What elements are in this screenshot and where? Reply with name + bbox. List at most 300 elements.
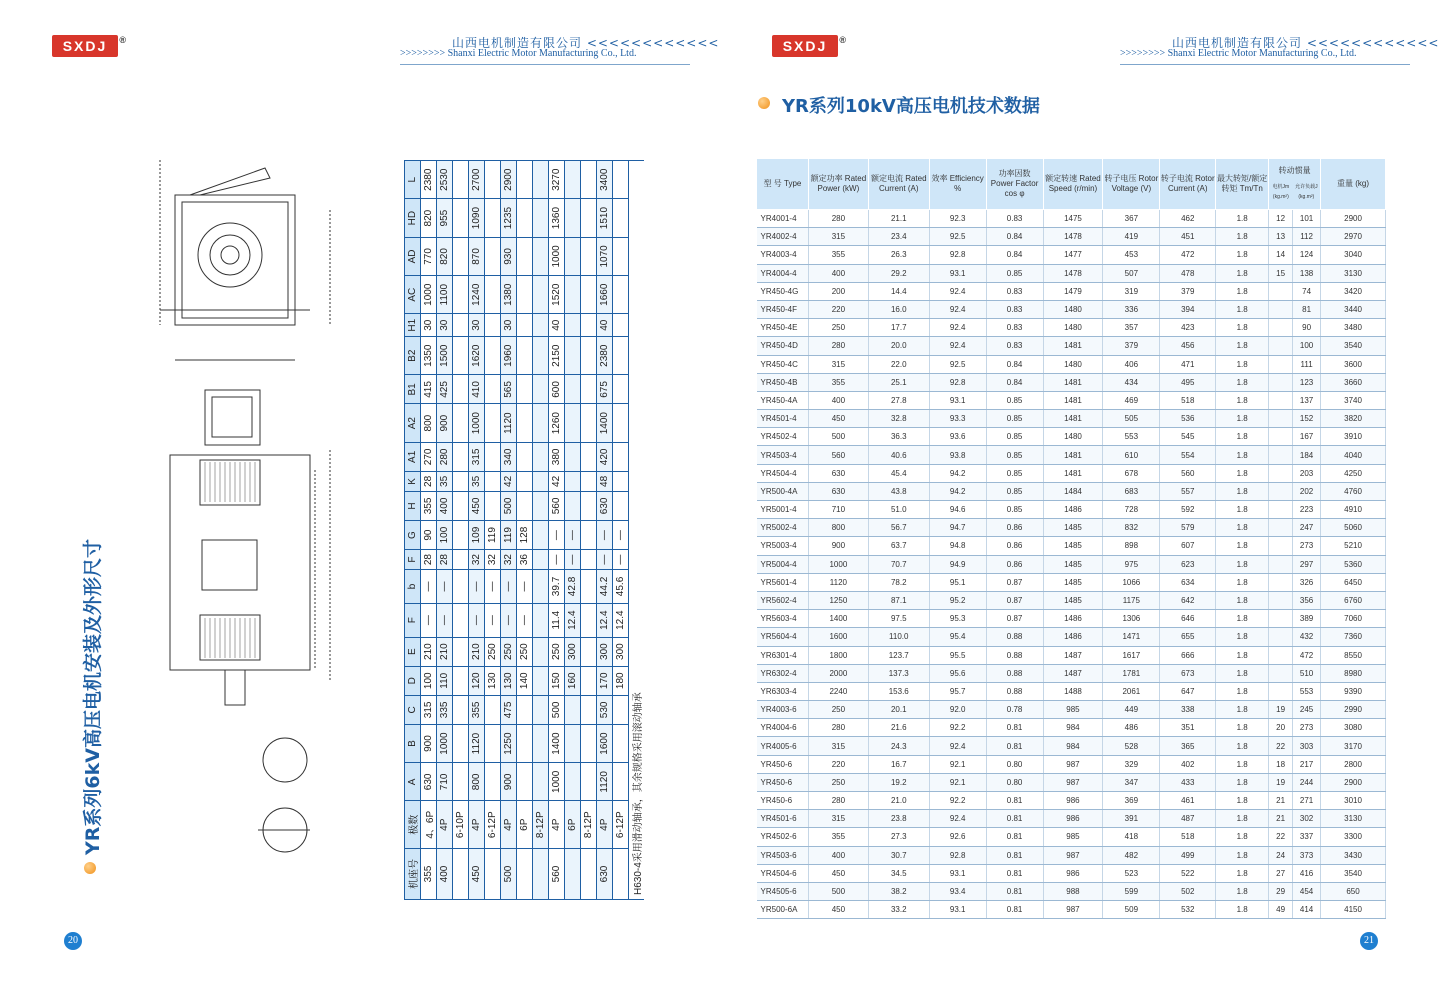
- table-cell: 1250: [808, 591, 868, 609]
- table-cell: [565, 724, 581, 762]
- table-row: [757, 755, 1386, 773]
- table-cell: 1120: [808, 573, 868, 591]
- table-cell: YR450-4E: [757, 319, 809, 337]
- table-row: [757, 555, 1386, 573]
- table-row: [581, 161, 597, 900]
- table-cell: 1100: [437, 276, 453, 314]
- table-cell: 92.4: [929, 337, 986, 355]
- table-cell: 505: [1103, 410, 1160, 428]
- table-row: [757, 428, 1386, 446]
- table-cell: 379: [1103, 337, 1160, 355]
- table-row: [597, 161, 613, 900]
- table-cell: 4P: [501, 801, 517, 848]
- table-cell: [1269, 482, 1293, 500]
- table-cell: 530: [597, 695, 613, 724]
- table-cell: [613, 404, 629, 442]
- table-cell: 271: [1293, 792, 1321, 810]
- table-cell: 600: [549, 375, 565, 404]
- table-cell: [533, 570, 549, 604]
- table-cell: 1400: [549, 724, 565, 762]
- table-cell: 1000: [437, 724, 453, 762]
- table-cell: 1000: [808, 555, 868, 573]
- table-cell: [453, 848, 469, 899]
- table-cell: 167: [1293, 428, 1321, 446]
- col-header-torque: 最大转矩/额定转矩 Tm/Tn: [1216, 159, 1269, 210]
- table-cell: [533, 550, 549, 570]
- table-cell: 280: [808, 719, 868, 737]
- table-cell: 280: [808, 337, 868, 355]
- right-page: [720, 0, 1440, 984]
- table-cell: 0.85: [986, 428, 1043, 446]
- table-cell: 1350: [421, 337, 437, 375]
- col-header: D: [405, 666, 421, 695]
- table-cell: 678: [1103, 464, 1160, 482]
- table-cell: 0.85: [986, 464, 1043, 482]
- table-cell: 1380: [501, 276, 517, 314]
- table-row: [613, 161, 629, 900]
- table-row: [757, 719, 1386, 737]
- table-cell: 0.83: [986, 210, 1043, 228]
- company-logo: SXDJ ®: [772, 35, 838, 57]
- table-cell: 28: [437, 550, 453, 570]
- table-cell: 675: [597, 375, 613, 404]
- table-cell: 92.5: [929, 355, 986, 373]
- table-cell: [533, 491, 549, 520]
- table-cell: 0.80: [986, 755, 1043, 773]
- company-name-cn: 山西电机制造有限公司 <<<<<<<<<<<<: [1172, 36, 1440, 50]
- table-cell: 1.8: [1216, 846, 1269, 864]
- title-bullet-icon: [758, 97, 770, 109]
- table-cell: 42: [549, 471, 565, 491]
- table-row: [533, 161, 549, 900]
- table-cell: [1269, 555, 1293, 573]
- table-cell: 13: [1269, 228, 1293, 246]
- table-cell: 95.5: [929, 646, 986, 664]
- table-cell: 1484: [1043, 482, 1103, 500]
- table-cell: [565, 161, 581, 199]
- table-cell: 337: [1293, 828, 1321, 846]
- table-cell: 553: [1293, 682, 1321, 700]
- table-cell: [533, 637, 549, 666]
- table-cell: [581, 404, 597, 442]
- table-cell: 420: [597, 442, 613, 471]
- table-cell: 419: [1103, 228, 1160, 246]
- table-cell: 379: [1160, 282, 1216, 300]
- table-row: [757, 682, 1386, 700]
- table-cell: 0.88: [986, 646, 1043, 664]
- table-cell: 78.2: [868, 573, 929, 591]
- table-cell: 1250: [501, 724, 517, 762]
- table-cell: 0.85: [986, 501, 1043, 519]
- table-cell: [453, 570, 469, 604]
- table-cell: 820: [421, 199, 437, 237]
- table-cell: 97.5: [868, 610, 929, 628]
- table-cell: 6760: [1321, 591, 1386, 609]
- table-row: [485, 161, 501, 900]
- table-cell: 986: [1043, 792, 1103, 810]
- table-cell: 23.8: [868, 810, 929, 828]
- table-cell: 2800: [1321, 755, 1386, 773]
- title-bullet-icon: [84, 862, 96, 874]
- table-cell: 93.6: [929, 428, 986, 446]
- table-cell: [517, 442, 533, 471]
- table-cell: [613, 337, 629, 375]
- table-cell: 1.8: [1216, 410, 1269, 428]
- table-cell: 655: [1160, 628, 1216, 646]
- table-cell: 3540: [1321, 337, 1386, 355]
- table-cell: 94.7: [929, 519, 986, 537]
- table-cell: 1500: [437, 337, 453, 375]
- table-cell: [533, 276, 549, 314]
- table-cell: 0.78: [986, 701, 1043, 719]
- table-cell: 1479: [1043, 282, 1103, 300]
- col-header: B2: [405, 337, 421, 375]
- table-row: [757, 246, 1386, 264]
- table-cell: 74: [1293, 282, 1321, 300]
- table-cell: [453, 471, 469, 491]
- table-row: [757, 228, 1386, 246]
- table-cell: 20: [1269, 719, 1293, 737]
- table-cell: 25.1: [868, 373, 929, 391]
- table-cell: 623: [1160, 555, 1216, 573]
- table-cell: [565, 442, 581, 471]
- table-cell: [517, 276, 533, 314]
- table-row: [757, 810, 1386, 828]
- table-cell: 355: [808, 373, 868, 391]
- table-cell: 3540: [1321, 864, 1386, 882]
- table-cell: [485, 199, 501, 237]
- table-cell: 119: [501, 521, 517, 550]
- table-cell: 338: [1160, 701, 1216, 719]
- table-cell: 101: [1293, 210, 1321, 228]
- table-cell: 423: [1160, 319, 1216, 337]
- table-cell: 138: [1293, 264, 1321, 282]
- table-cell: 367: [1103, 210, 1160, 228]
- table-row: [757, 319, 1386, 337]
- table-cell: 34.5: [868, 864, 929, 882]
- table-cell: 1.8: [1216, 864, 1269, 882]
- table-cell: 560: [808, 446, 868, 464]
- table-cell: 987: [1043, 755, 1103, 773]
- table-cell: —: [597, 550, 613, 570]
- table-cell: 4P: [437, 801, 453, 848]
- table-cell: 461: [1160, 792, 1216, 810]
- table-row: [453, 161, 469, 900]
- table-cell: 579: [1160, 519, 1216, 537]
- table-cell: 1485: [1043, 537, 1103, 555]
- table-cell: 528: [1103, 737, 1160, 755]
- table-cell: [533, 404, 549, 442]
- tech-table-body: [757, 210, 1386, 919]
- table-cell: 280: [437, 442, 453, 471]
- table-cell: 1510: [597, 199, 613, 237]
- table-cell: [1269, 573, 1293, 591]
- table-cell: 12.4: [565, 603, 581, 637]
- table-cell: [453, 724, 469, 762]
- table-cell: [1269, 628, 1293, 646]
- table-cell: [533, 375, 549, 404]
- table-cell: YR6301-4: [757, 646, 809, 664]
- table-cell: [517, 314, 533, 337]
- table-cell: [485, 404, 501, 442]
- table-cell: 1360: [549, 199, 565, 237]
- table-cell: 500: [549, 695, 565, 724]
- table-cell: 128: [517, 521, 533, 550]
- table-cell: 1.8: [1216, 373, 1269, 391]
- table-row: [757, 464, 1386, 482]
- table-cell: [485, 763, 501, 801]
- table-cell: 1486: [1043, 628, 1103, 646]
- table-cell: [533, 695, 549, 724]
- col-header: H: [405, 491, 421, 520]
- table-cell: 94.6: [929, 501, 986, 519]
- table-cell: 1175: [1103, 591, 1160, 609]
- table-cell: [485, 724, 501, 762]
- table-cell: [1269, 428, 1293, 446]
- table-cell: 1480: [1043, 355, 1103, 373]
- table-cell: [453, 161, 469, 199]
- table-cell: [533, 471, 549, 491]
- table-cell: —: [597, 521, 613, 550]
- table-cell: 45.6: [613, 570, 629, 604]
- table-cell: 985: [1043, 828, 1103, 846]
- table-cell: [1269, 519, 1293, 537]
- col-header: C: [405, 695, 421, 724]
- table-row: [757, 773, 1386, 791]
- table-row: [757, 646, 1386, 664]
- table-cell: 1.8: [1216, 719, 1269, 737]
- table-cell: 1.8: [1216, 519, 1269, 537]
- table-cell: [581, 491, 597, 520]
- table-cell: 92.4: [929, 737, 986, 755]
- table-cell: [565, 848, 581, 899]
- table-cell: [485, 237, 501, 275]
- table-cell: 36.3: [868, 428, 929, 446]
- motor-outline-drawing: [130, 150, 390, 880]
- table-cell: 1.8: [1216, 610, 1269, 628]
- table-cell: [581, 637, 597, 666]
- table-cell: 170: [597, 666, 613, 695]
- col-header: AD: [405, 237, 421, 275]
- table-cell: 30.7: [868, 846, 929, 864]
- table-cell: [581, 161, 597, 199]
- table-cell: 369: [1103, 792, 1160, 810]
- table-cell: —: [437, 603, 453, 637]
- table-cell: 16.7: [868, 755, 929, 773]
- table-cell: 92.1: [929, 755, 986, 773]
- table-cell: [1269, 646, 1293, 664]
- table-cell: YR450-4D: [757, 337, 809, 355]
- col-header: 机座号: [405, 848, 421, 899]
- dimension-table-body: [421, 161, 645, 900]
- table-cell: 1.8: [1216, 646, 1269, 664]
- table-cell: 245: [1293, 701, 1321, 719]
- table-cell: 12: [1269, 210, 1293, 228]
- table-cell: 406: [1103, 355, 1160, 373]
- table-cell: 150: [549, 666, 565, 695]
- table-cell: 297: [1293, 555, 1321, 573]
- table-cell: 1486: [1043, 501, 1103, 519]
- table-cell: —: [565, 521, 581, 550]
- table-cell: 15: [1269, 264, 1293, 282]
- table-cell: YR4505-6: [757, 882, 809, 900]
- table-row: [757, 882, 1386, 900]
- table-cell: 1000: [549, 237, 565, 275]
- table-row: [757, 300, 1386, 318]
- table-cell: 560: [1160, 464, 1216, 482]
- table-cell: 124: [1293, 246, 1321, 264]
- table-cell: 119: [485, 521, 501, 550]
- table-row: [757, 628, 1386, 646]
- table-cell: 26.3: [868, 246, 929, 264]
- table-cell: 1620: [469, 337, 485, 375]
- table-cell: 433: [1160, 773, 1216, 791]
- table-cell: 93.1: [929, 391, 986, 409]
- table-cell: [517, 471, 533, 491]
- table-cell: [613, 199, 629, 237]
- table-cell: 373: [1293, 846, 1321, 864]
- table-cell: 0.83: [986, 337, 1043, 355]
- table-cell: 8550: [1321, 646, 1386, 664]
- table-cell: 1.8: [1216, 355, 1269, 373]
- table-cell: 1660: [597, 276, 613, 314]
- table-cell: 391: [1103, 810, 1160, 828]
- table-cell: 100: [437, 521, 453, 550]
- table-cell: 1.8: [1216, 773, 1269, 791]
- table-cell: [581, 666, 597, 695]
- table-cell: 250: [808, 773, 868, 791]
- table-cell: [565, 491, 581, 520]
- table-cell: YR5004-4: [757, 555, 809, 573]
- table-cell: 522: [1160, 864, 1216, 882]
- table-cell: YR450-4B: [757, 373, 809, 391]
- col-header-rotor-current: 转子电流 Rotor Current (A): [1160, 159, 1216, 210]
- table-cell: 1600: [808, 628, 868, 646]
- table-cell: 630: [808, 482, 868, 500]
- table-cell: [1269, 446, 1293, 464]
- table-cell: 1485: [1043, 591, 1103, 609]
- table-cell: 1.8: [1216, 664, 1269, 682]
- table-cell: 94.2: [929, 482, 986, 500]
- table-cell: 112: [1293, 228, 1321, 246]
- table-cell: 710: [808, 501, 868, 519]
- table-cell: 416: [1293, 864, 1321, 882]
- col-header-speed: 额定转速 Rated Speed (r/min): [1043, 159, 1103, 210]
- table-cell: [485, 442, 501, 471]
- table-cell: YR4504-4: [757, 464, 809, 482]
- table-cell: 63.7: [868, 537, 929, 555]
- table-cell: —: [421, 570, 437, 604]
- table-cell: —: [469, 570, 485, 604]
- table-cell: 2150: [549, 337, 565, 375]
- table-cell: [533, 603, 549, 637]
- table-cell: 6-10P: [453, 801, 469, 848]
- table-cell: 449: [1103, 701, 1160, 719]
- table-cell: [581, 724, 597, 762]
- tech-data-table: [756, 158, 1386, 919]
- table-cell: 355: [808, 828, 868, 846]
- table-cell: 1478: [1043, 228, 1103, 246]
- table-cell: 200: [808, 282, 868, 300]
- table-cell: [453, 199, 469, 237]
- col-header: F: [405, 550, 421, 570]
- col-header: L: [405, 161, 421, 199]
- table-cell: [453, 442, 469, 471]
- table-cell: 1487: [1043, 646, 1103, 664]
- table-cell: 710: [437, 763, 453, 801]
- table-cell: 95.6: [929, 664, 986, 682]
- table-cell: 30: [421, 314, 437, 337]
- table-cell: 39.7: [549, 570, 565, 604]
- table-cell: —: [565, 550, 581, 570]
- table-cell: 6P: [517, 801, 533, 848]
- table-cell: 81: [1293, 300, 1321, 318]
- table-cell: [613, 314, 629, 337]
- table-cell: 1477: [1043, 246, 1103, 264]
- table-row: [565, 161, 581, 900]
- table-cell: [533, 314, 549, 337]
- table-cell: 270: [421, 442, 437, 471]
- table-cell: 1235: [501, 199, 517, 237]
- table-cell: 0.83: [986, 319, 1043, 337]
- table-cell: 1481: [1043, 373, 1103, 391]
- table-cell: 1480: [1043, 428, 1103, 446]
- table-cell: 315: [808, 810, 868, 828]
- table-cell: 3440: [1321, 300, 1386, 318]
- table-cell: 273: [1293, 537, 1321, 555]
- table-cell: 27: [1269, 864, 1293, 882]
- table-cell: [1269, 464, 1293, 482]
- table-cell: 30: [437, 314, 453, 337]
- table-row: [757, 901, 1386, 919]
- table-cell: [517, 199, 533, 237]
- table-cell: [565, 337, 581, 375]
- table-cell: [533, 337, 549, 375]
- table-cell: 184: [1293, 446, 1321, 464]
- table-cell: [565, 237, 581, 275]
- table-cell: 523: [1103, 864, 1160, 882]
- table-cell: [1269, 391, 1293, 409]
- company-name-en: >>>>>>>> Shanxi Electric Motor Manufacturing Co., Ltd.: [400, 48, 637, 59]
- table-cell: 418: [1103, 828, 1160, 846]
- table-cell: 518: [1160, 828, 1216, 846]
- table-cell: 6-12P: [485, 801, 501, 848]
- table-cell: 400: [808, 391, 868, 409]
- table-cell: 12.4: [613, 603, 629, 637]
- table-cell: YR450-6: [757, 773, 809, 791]
- table-cell: [485, 848, 501, 899]
- table-cell: —: [613, 521, 629, 550]
- table-cell: 11.4: [549, 603, 565, 637]
- table-cell: 32: [485, 550, 501, 570]
- table-cell: —: [549, 550, 565, 570]
- table-cell: [517, 337, 533, 375]
- table-cell: 1485: [1043, 573, 1103, 591]
- table-cell: 4P: [469, 801, 485, 848]
- table-cell: [581, 276, 597, 314]
- table-cell: 56.7: [868, 519, 929, 537]
- table-cell: 432: [1293, 628, 1321, 646]
- table-cell: 487: [1160, 810, 1216, 828]
- table-cell: 93.4: [929, 882, 986, 900]
- table-cell: [565, 404, 581, 442]
- table-cell: 2000: [808, 664, 868, 682]
- table-cell: 87.1: [868, 591, 929, 609]
- table-cell: 0.85: [986, 482, 1043, 500]
- table-cell: 100: [1293, 337, 1321, 355]
- table-cell: [533, 848, 549, 899]
- table-cell: 1.8: [1216, 901, 1269, 919]
